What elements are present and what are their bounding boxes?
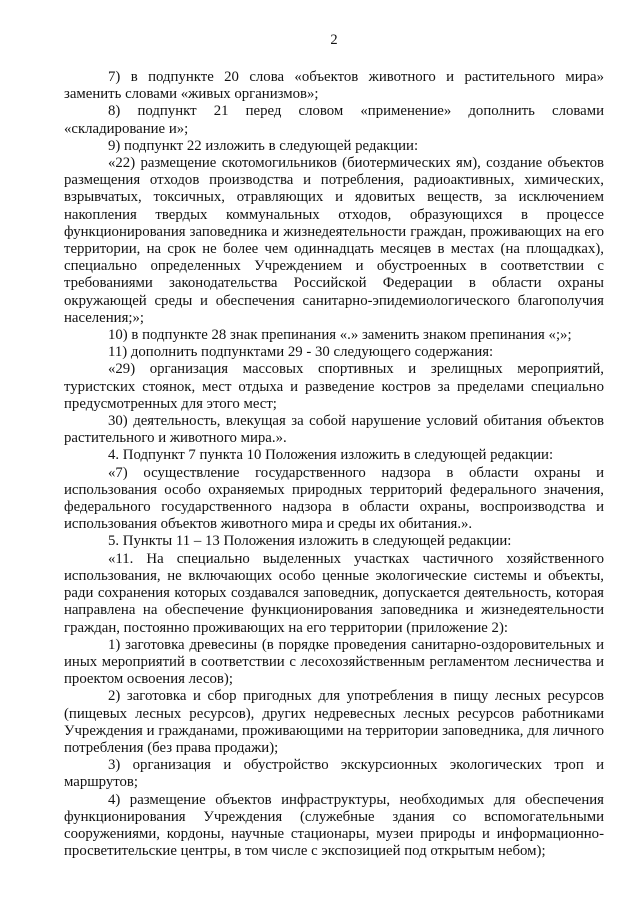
- list-item-4: 4) размещение объектов инфраструктуры, необходимых для обеспечения функционирования Учреждения (служебные здания со вспомогательными сооружениями, кордоны, научные стационары, музеи природы и информационно-просветительские центры, в том числе с экспозицией под открытым небом);: [64, 791, 604, 860]
- paragraph-22-quote: «22) размещение скотомогильников (биотермических ям), создание объектов размещения отходов производства и потребления, радиоактивных, химических, взрывчатых, токсичных, отравляющих и ядовитых веществ, за исключением накопления твердых коммунальных отходов, образующихся в процессе функционирования заповедника и жизнедеятельности граждан, проживающих на его территории, на срок не более чем одиннадцать месяцев в местах (на площадках), специально определенных Учреждением и обустроенных в соответствии с требованиями законодательства Российской Федерации в области охраны окружающей среды и обеспечения санитарно-эпидемиологического благополучия населения;»;: [64, 155, 604, 326]
- list-item-3: 3) организация и обустройство экскурсионных экологических троп и маршрутов;: [64, 757, 604, 791]
- list-item-2: 2) заготовка и сбор пригодных для употребления в пищу лесных ресурсов (пищевых лесных ресурсов), других недревесных лесных ресурсов работниками Учреждения и гражданами, проживающими на территории заповедника, для личного потребления (без права продажи);: [64, 688, 604, 756]
- paragraph-8: 8) подпункт 21 перед словом «применение» дополнить словами «складирование и»;: [64, 103, 604, 137]
- paragraph-30: 30) деятельность, влекущая за собой нарушение условий обитания объектов растительного и животного мира.».: [64, 413, 604, 447]
- paragraph-7: 7) в подпункте 20 слова «объектов животного и растительного мира» заменить словами «живых организмов»;: [64, 69, 604, 103]
- section-5: 5. Пункты 11 – 13 Положения изложить в следующей редакции:: [108, 533, 512, 550]
- section-4-quote: «7) осуществление государственного надзора в области охраны и использования особо охраняемых природных территорий федерального значения, федерального государственного надзора в области охраны, воспроизводства и использования объектов животного мира и среды их обитания.».: [64, 464, 604, 533]
- document-body: [64, 69, 604, 860]
- paragraph-11: 11) дополнить подпунктами 29 - 30 следующего содержания:: [108, 344, 494, 361]
- section-4: 4. Подпункт 7 пункта 10 Положения изложить в следующей редакции:: [108, 447, 554, 464]
- list-item-1: 1) заготовка древесины (в порядке проведения санитарно-оздоровительных и иных мероприятий в соответствии с лесохозяйственным регламентом лесничества и проектом освоения лесов);: [64, 636, 604, 688]
- paragraph-9: 9) подпункт 22 изложить в следующей редакции:: [108, 137, 419, 154]
- paragraph-10: 10) в подпункте 28 знак препинания «.» заменить знаком препинания «;»;: [108, 327, 572, 344]
- page-number: 2: [330, 32, 338, 48]
- point-11-quote: «11. На специально выделенных участках частичного хозяйственного использования, не включающих особо ценные экологические системы и объекты, ради сохранения которых создавался заповедник, допускается деятельность, которая направлена на обеспечение функционирования заповедника и жизнедеятельности граждан, постоянно проживающих на его территории (приложение 2):: [64, 550, 604, 636]
- paragraph-29-quote: «29) организация массовых спортивных и зрелищных мероприятий, туристских стоянок, мест отдыха и разведение костров за пределами специально предусмотренных для этого мест;: [64, 361, 604, 412]
